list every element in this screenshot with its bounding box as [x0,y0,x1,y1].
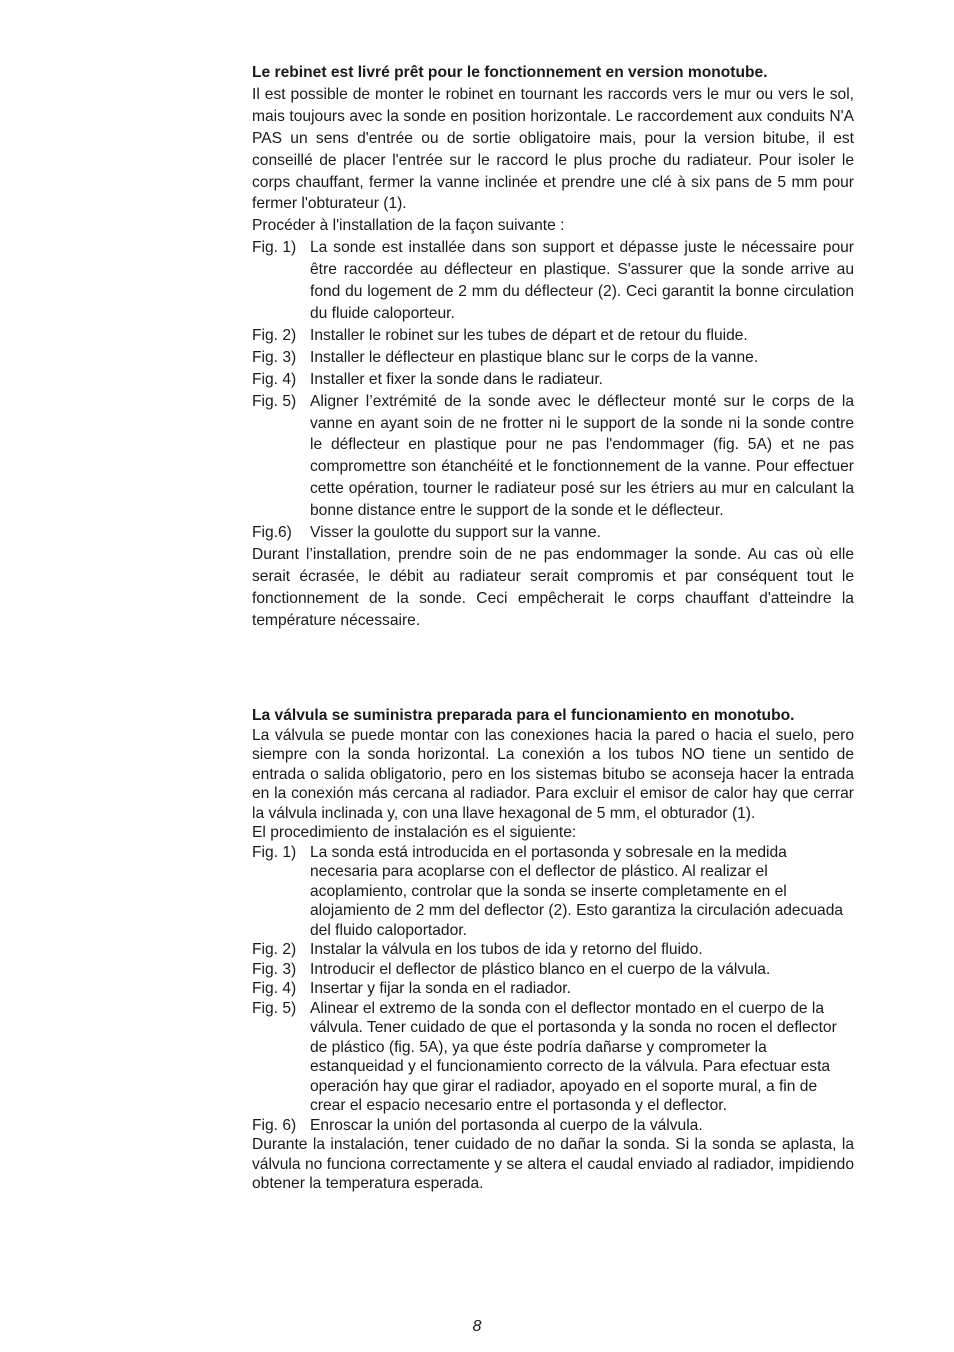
fig-text: Installer et fixer la sonde dans le radiateur. [310,370,603,388]
french-closing: Durant l’installation, prendre soin de ne pas endommager la sonde. Au cas où elle serait écrasée, le débit au radiateur serait compromis et par conséquent tout le fonctionnement de la sonde. Ceci empêcherait le corps chauffant d'atteindre la température nécessaire. [252,545,854,629]
fig-label: Fig. 1) [252,843,297,861]
spanish-fig-2 [252,940,854,960]
french-fig-1 [252,237,854,325]
fig-label: Fig. 3) [252,348,297,366]
fig-label: Fig. 4) [252,980,297,997]
fig-label: Fig. 1) [252,239,297,257]
french-fig-4 [252,369,854,391]
spanish-fig-1 [252,843,854,941]
fig-text: La sonda está introducida en el portasonda y sobresale en la medida necesaria para acoplarse con el deflector de plástico. Al realizar el acoplamiento, controlar que la sonda se inserte completamente en el alojamiento de 2 mm del deflector (2). Esto garantiza la circulación adecuada del fluido caloportador. [310,843,844,939]
fig-label: Fig. 3) [252,960,297,978]
spanish-section [252,706,854,1194]
spanish-fig-6 [252,1116,854,1136]
spanish-fig-4 [252,979,854,999]
spanish-closing: Durante la instalación, tener cuidado de no dañar la sonda. Si la sonda se aplasta, la válvula no funciona correctamente y se altera el caudal enviado al radiador, impidiendo obtener la temperatura esperada. [252,1136,854,1192]
fig-label: Fig. 6) [252,1116,297,1134]
fig-text: Instalar la válvula en los tubos de ida y retorno del fluido. [310,941,703,958]
spanish-procedure: El procedimiento de instalación es el siguiente: [252,824,577,841]
french-fig-2 [252,325,854,347]
fig-label: Fig. 2) [252,941,297,958]
fig-text: Installer le déflecteur en plastique blanc sur le corps de la vanne. [310,348,759,366]
fig-text: Insertar y fijar la sonda en el radiador. [310,980,571,997]
french-fig-5 [252,391,854,522]
spanish-intro: La válvula se puede montar con las conexiones hacia la pared o hacia el suelo, pero siempre con la sonda horizontal. La conexión a los tubos NO tiene un sentido de entrada o salida obligatorio, pero en los sistemas bitubo se aconseja hacer la entrada en la conexión más cercana al radiador. Para excluir el emisor de calor hay que cerrar la válvula inclinada y, con una llave hexagonal de 5 mm, el obturador (1). [252,726,854,822]
french-fig-3 [252,347,854,369]
fig-text: Introducir el deflector de plástico blanco en el cuerpo de la válvula. [310,960,771,978]
french-fig-6 [252,522,854,544]
fig-label: Fig. 4) [252,370,297,388]
fig-text: Visser la goulotte du support sur la vanne. [310,524,601,542]
fig-label: Fig. 2) [252,326,297,344]
french-procedure: Procéder à l'installation de la façon suivante : [252,217,565,235]
spanish-fig-3 [252,960,854,980]
fig-label: Fig. 5) [252,999,297,1017]
fig-text: Installer le robinet sur les tubes de départ et de retour du fluide. [310,326,748,344]
spanish-fig-5 [252,999,854,1116]
spanish-heading: La válvula se suministra preparada para el funcionamiento en monotubo. [252,707,795,724]
french-heading: Le rebinet est livré prêt pour le fonctionnement en version monotube. [252,64,768,81]
fig-text: La sonde est installée dans son support et dépasse juste le nécessaire pour être raccordée au déflecteur en plastique. S'assurer que la sonde arrive au fond du logement de 2 mm du déflecteur (2). Ceci garantit la bonne circulation du fluide caloporteur. [310,239,854,322]
fig-label: Fig.6) [252,524,292,542]
french-intro: Il est possible de monter le robinet en tournant les raccords vers le mur ou vers le sol, mais toujours avec la sonde en position horizontale. Le raccordement aux conduits N'A PAS un sens d'entrée ou de sortie obligatoire mais, pour la version bitube, il est conseillé de placer l'entrée sur le raccord le plus proche du radiateur. Pour isoler le corps chauffant, fermer la vanne inclinée et prendre une clé à six pans de 5 mm pour fermer l'obturateur (1). [252,85,854,213]
french-section [252,62,854,632]
fig-label: Fig. 5) [252,392,297,410]
fig-text: Enroscar la unión del portasonda al cuerpo de la válvula. [310,1116,703,1134]
fig-text: Alinear el extremo de la sonda con el deflector montado en el cuerpo de la válvula. Tener cuidado de que el portasonda y la sonda no rocen el deflector de plástico (fig. 5A), ya que éste podría dañarse y comprometer la estanqueidad y el funcionamiento correcto de la válvula. Para efectuar esta operación hay que girar el radiador, apoyado en el soporte mural, a fin de crear el espacio necesario entre el portasonda y el deflector. [310,999,837,1114]
fig-text: Aligner l’extrémité de la sonde avec le déflecteur monté sur le corps de la vanne en ayant soin de ne frotter ni le support de la sonde ni la sonde contre le déflecteur en plastique pour ne pas l'endommager (fig. 5A) et ne pas compromettre son étanchéité et le fonctionnement de la vanne. Pour effectuer cette opération, tourner le radiateur posé sur les étriers au mur en calculant la bonne distance entre le support de la sonde et le déflecteur. [310,392,854,520]
page-number: 8 [472,1318,482,1335]
